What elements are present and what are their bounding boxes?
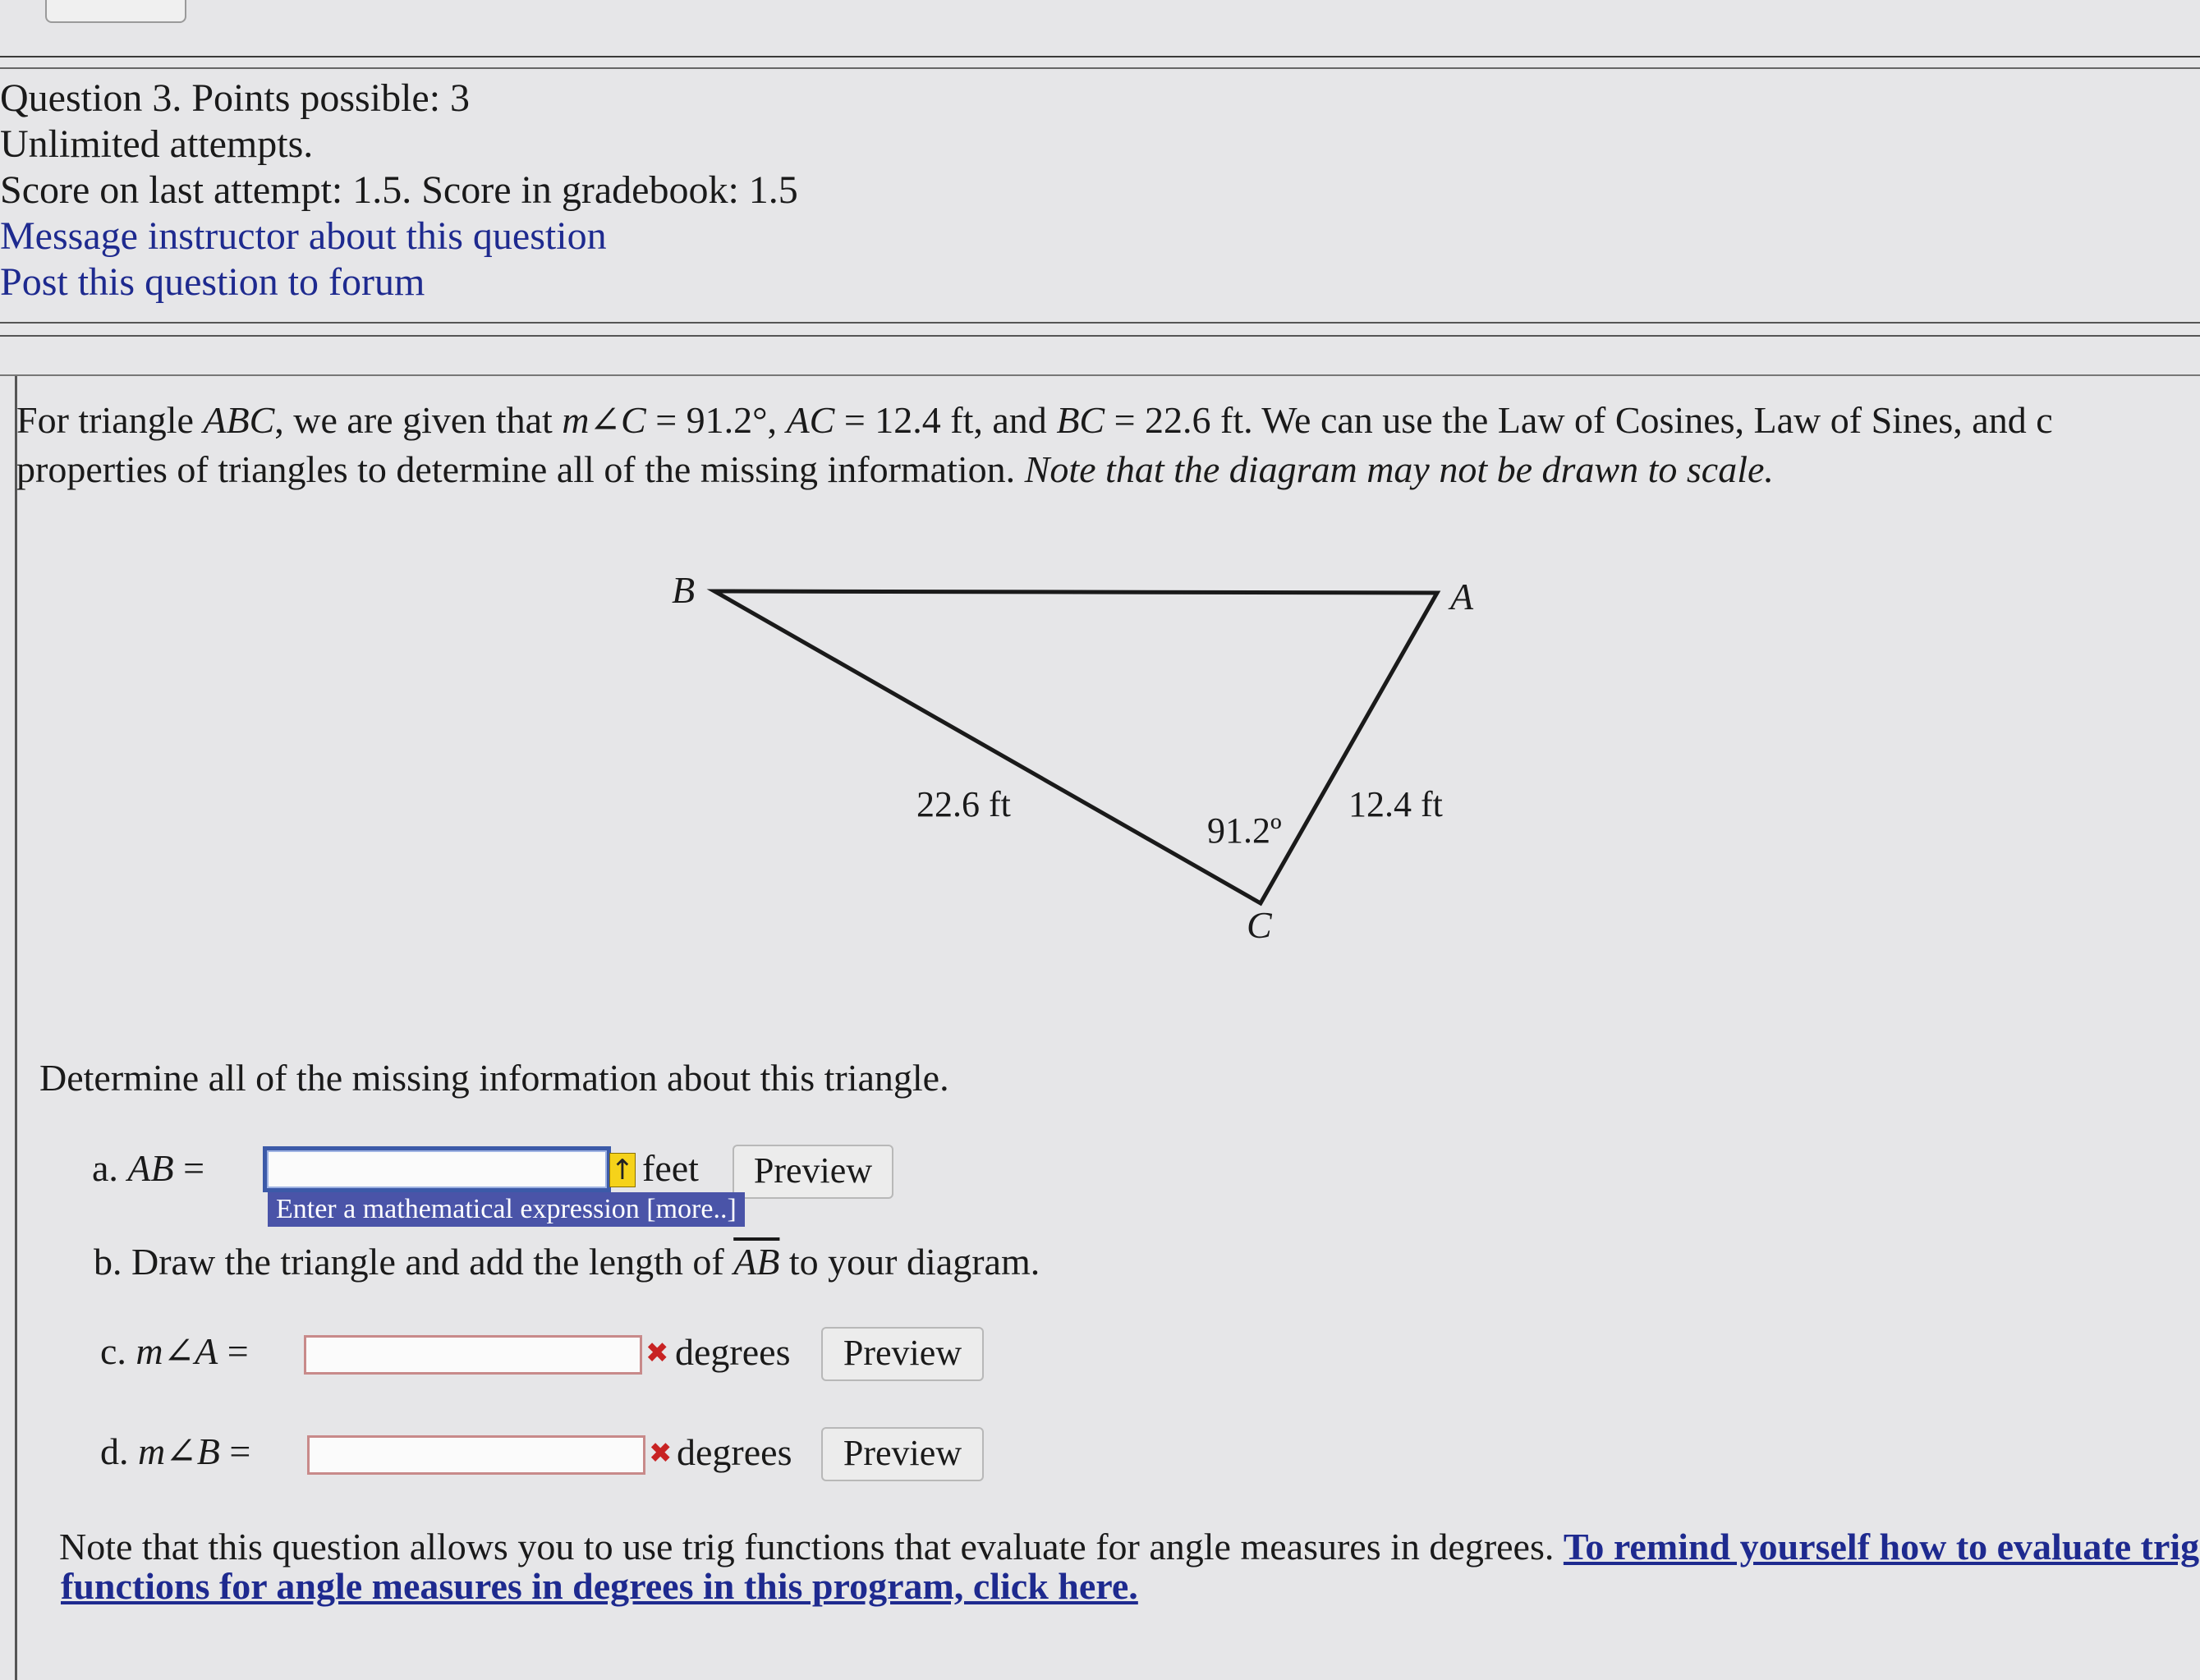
part-a-label: a. AB =: [92, 1147, 205, 1189]
incorrect-icon: ✖: [649, 1437, 673, 1470]
part-a-preview-button[interactable]: Preview: [733, 1145, 893, 1199]
side-ac-length: 12.4 ft: [1348, 784, 1443, 824]
triangle-shape: [714, 591, 1437, 903]
side-ac-symbol: AC: [786, 399, 835, 441]
segment-ab: $\overline{AB}$: [733, 1241, 780, 1283]
side-bc-symbol: BC: [1056, 399, 1105, 441]
incorrect-icon: ✖: [645, 1337, 669, 1370]
question-header: Question 3. Points possible: 3: [0, 76, 471, 120]
part-c-label: c. m∠A =: [100, 1330, 249, 1372]
score-text: Score on last attempt: 1.5. Score in gradebook: 1.5: [0, 168, 798, 212]
post-to-forum-link[interactable]: Post this question to forum: [0, 260, 425, 304]
scale-note: Note that the diagram may not be drawn to scale.: [1024, 448, 1774, 490]
part-d-unit: degrees: [677, 1431, 792, 1473]
warning-icon: ↑: [610, 1154, 635, 1187]
trig-note: Note that this question allows you to use trig functions that evaluate for angle measures in degrees. To remind yourself how to evaluate trig: [59, 1526, 2200, 1568]
vertex-c-label: C: [1247, 904, 1272, 946]
vertex-b-label: B: [672, 569, 696, 611]
attempts-text: Unlimited attempts.: [0, 122, 314, 166]
angle-b-input[interactable]: [307, 1435, 645, 1475]
part-c-unit: degrees: [675, 1331, 791, 1373]
triangle-name: ABC: [203, 399, 275, 441]
part-a-unit: feet: [642, 1147, 699, 1189]
ab-length-input[interactable]: [263, 1146, 611, 1192]
vertex-a-label: A: [1450, 576, 1474, 617]
instruction-text: Determine all of the missing information about this triangle.: [39, 1057, 949, 1099]
trig-help-link-cont[interactable]: functions for angle measures in degrees in this program, click here.: [61, 1565, 1138, 1607]
trig-note-line2: [61, 1563, 1138, 1609]
side-bc-length: 22.6 ft: [916, 784, 1011, 824]
angle-c-symbol: m∠C: [562, 399, 646, 441]
angle-c-measure: 91.2º: [1207, 810, 1282, 851]
part-c-preview-button[interactable]: Preview: [821, 1327, 984, 1381]
message-instructor-link[interactable]: Message instructor about this question: [0, 214, 607, 258]
input-tooltip[interactable]: Enter a mathematical expression [more..]: [268, 1192, 745, 1227]
part-b-text: b. Draw the triangle and add the length of $\overline{AB}$ to your diagram.: [94, 1241, 1040, 1283]
question-prompt-line2: properties of triangles to determine all of the missing information. Note that the diagram may not be drawn to scale.: [16, 448, 1774, 490]
part-d-preview-button[interactable]: Preview: [821, 1427, 984, 1481]
part-d-label: d. m∠B =: [100, 1430, 251, 1472]
question-prompt: For triangle ABC, we are given that m∠C = 91.2°, AC = 12.4 ft, and BC = 22.6 ft. We can use the Law of Cosines, Law of Sines, and c: [16, 399, 2053, 441]
angle-a-input[interactable]: [304, 1335, 642, 1375]
trig-help-link[interactable]: To remind yourself how to evaluate trig: [1563, 1526, 2200, 1568]
